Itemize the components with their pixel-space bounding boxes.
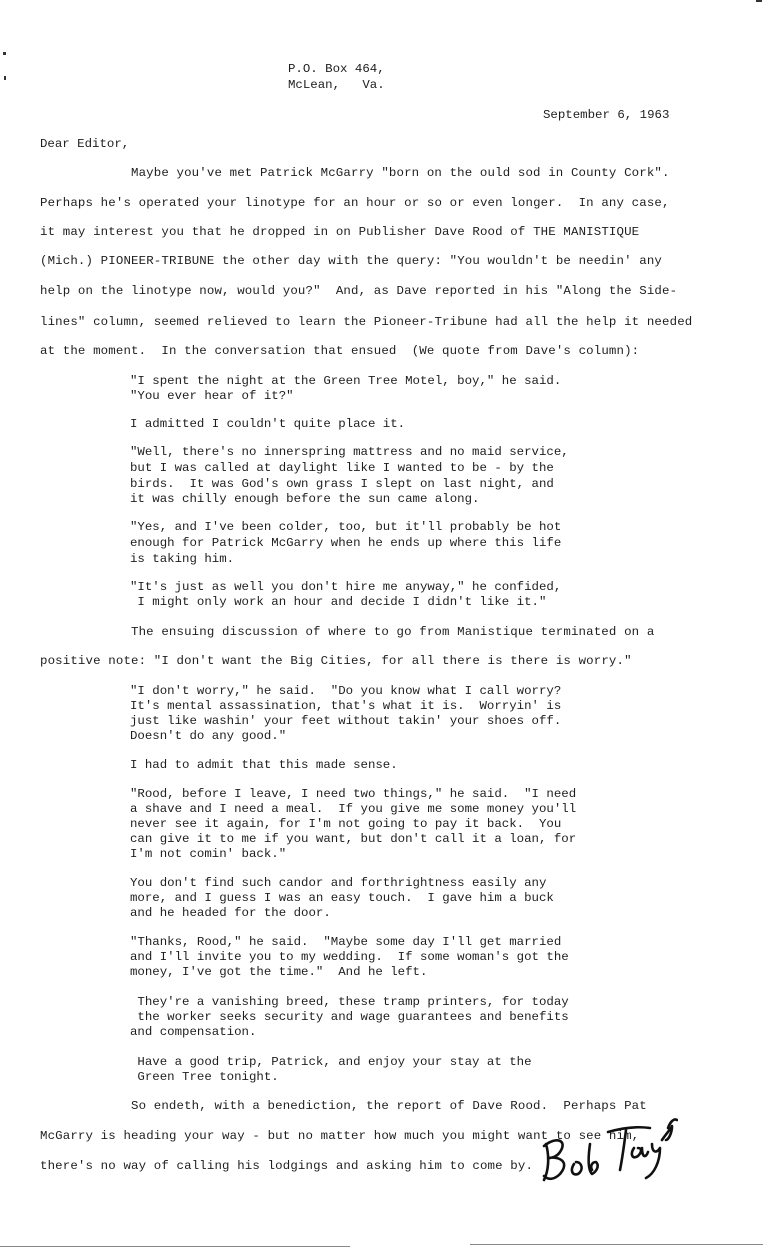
quote-line: I might only work an hour and decide I didn't like it." — [130, 595, 547, 609]
closing-line: So endeth, with a benediction, the report of Dave Rood. Perhaps Pat — [131, 1099, 647, 1113]
quote-line: Have a good trip, Patrick, and enjoy your stay at the — [130, 1055, 532, 1069]
closing-line: McGarry is heading your way - but no matter how much you might want to see him, — [40, 1129, 640, 1143]
salutation: Dear Editor, — [40, 137, 130, 151]
quote-line: I'm not comin' back." — [130, 847, 287, 861]
quote-line: "Yes, and I've been colder, too, but it'll probably be hot — [130, 520, 562, 534]
quote-line: but I was called at daylight like I wanted to be - by the — [130, 461, 554, 475]
bottom-rule — [470, 1244, 763, 1245]
closing-line: there's no way of calling his lodgings and asking him to come by. — [40, 1159, 534, 1173]
margin-speck — [3, 52, 6, 55]
quote-line: birds. It was God's own grass I slept on last night, and — [130, 477, 554, 491]
quote-line: is taking him. — [130, 552, 235, 566]
quote-line: They're a vanishing breed, these tramp printers, for today — [130, 995, 569, 1009]
return-address-line-2: McLean, Va. — [288, 78, 385, 92]
intro-line: Perhaps he's operated your linotype for an hour or so or even longer. In any case, — [40, 196, 670, 210]
quote-line: more, and I guess I was an easy touch. I gave him a buck — [130, 891, 554, 905]
intro-line: it may interest you that he dropped in on Publisher Dave Rood of THE MANISTIQUE — [40, 225, 640, 239]
intro-line: (Mich.) PIONEER-TRIBUNE the other day with the query: "You wouldn't be needin' any — [40, 254, 663, 268]
quote-line: "I don't worry," he said. "Do you know what I call worry? — [130, 684, 562, 698]
quote-line: can give it to me if you want, but don't call it a loan, for — [130, 832, 577, 846]
handwritten-signature — [538, 1118, 678, 1186]
body-line: The ensuing discussion of where to go from Manistique terminated on a — [131, 625, 655, 639]
quote-line: "Rood, before I leave, I need two things," he said. "I need — [130, 787, 577, 801]
intro-line: Maybe you've met Patrick McGarry "born on the ould sod in County Cork". — [131, 166, 670, 180]
return-address-line-1: P.O. Box 464, — [288, 62, 385, 76]
quote-line: Doesn't do any good." — [130, 729, 287, 743]
quote-line: just like washin' your feet without takin' your shoes off. — [130, 714, 562, 728]
quote-line: I admitted I couldn't quite place it. — [130, 417, 406, 431]
quote-line: "I spent the night at the Green Tree Motel, boy," he said. — [130, 374, 562, 388]
body-line: positive note: "I don't want the Big Cities, for all there is there is worry." — [40, 654, 632, 668]
quote-line: never see it again, for I'm not going to pay it back. You — [130, 817, 562, 831]
intro-line: help on the linotype now, would you?" And, as Dave reported in his "Along the Side- — [40, 284, 678, 298]
quote-line: "It's just as well you don't hire me anyway," he confided, — [130, 580, 562, 594]
quote-line: and he headed for the door. — [130, 906, 331, 920]
margin-speck — [4, 76, 6, 80]
quote-line: "You ever hear of it?" — [130, 389, 294, 403]
quote-line: the worker seeks security and wage guarantees and benefits — [130, 1010, 569, 1024]
quote-line: "Thanks, Rood," he said. "Maybe some day I'll get married — [130, 935, 562, 949]
quote-line: and compensation. — [130, 1025, 257, 1039]
quote-line: a shave and I need a meal. If you give me some money you'll — [130, 802, 577, 816]
quote-line: enough for Patrick McGarry when he ends up where this life — [130, 536, 562, 550]
margin-speck — [756, 0, 762, 2]
quote-line: I had to admit that this made sense. — [130, 758, 398, 772]
quote-line: and I'll invite you to my wedding. If some woman's got the — [130, 950, 569, 964]
intro-line: lines" column, seemed relieved to learn the Pioneer-Tribune had all the help it needed — [40, 315, 693, 329]
letter-date: September 6, 1963 — [543, 108, 670, 122]
quote-line: it was chilly enough before the sun came along. — [130, 492, 480, 506]
intro-line: at the moment. In the conversation that ensued (We quote from Dave's column): — [40, 344, 640, 358]
quote-line: Green Tree tonight. — [130, 1070, 279, 1084]
quote-line: It's mental assassination, that's what it is. Worryin' is — [130, 699, 562, 713]
quote-line: You don't find such candor and forthrightness easily any — [130, 876, 547, 890]
bottom-rule — [0, 1246, 350, 1247]
quote-line: money, I've got the time." And he left. — [130, 965, 428, 979]
quote-line: "Well, there's no innerspring mattress and no maid service, — [130, 445, 569, 459]
